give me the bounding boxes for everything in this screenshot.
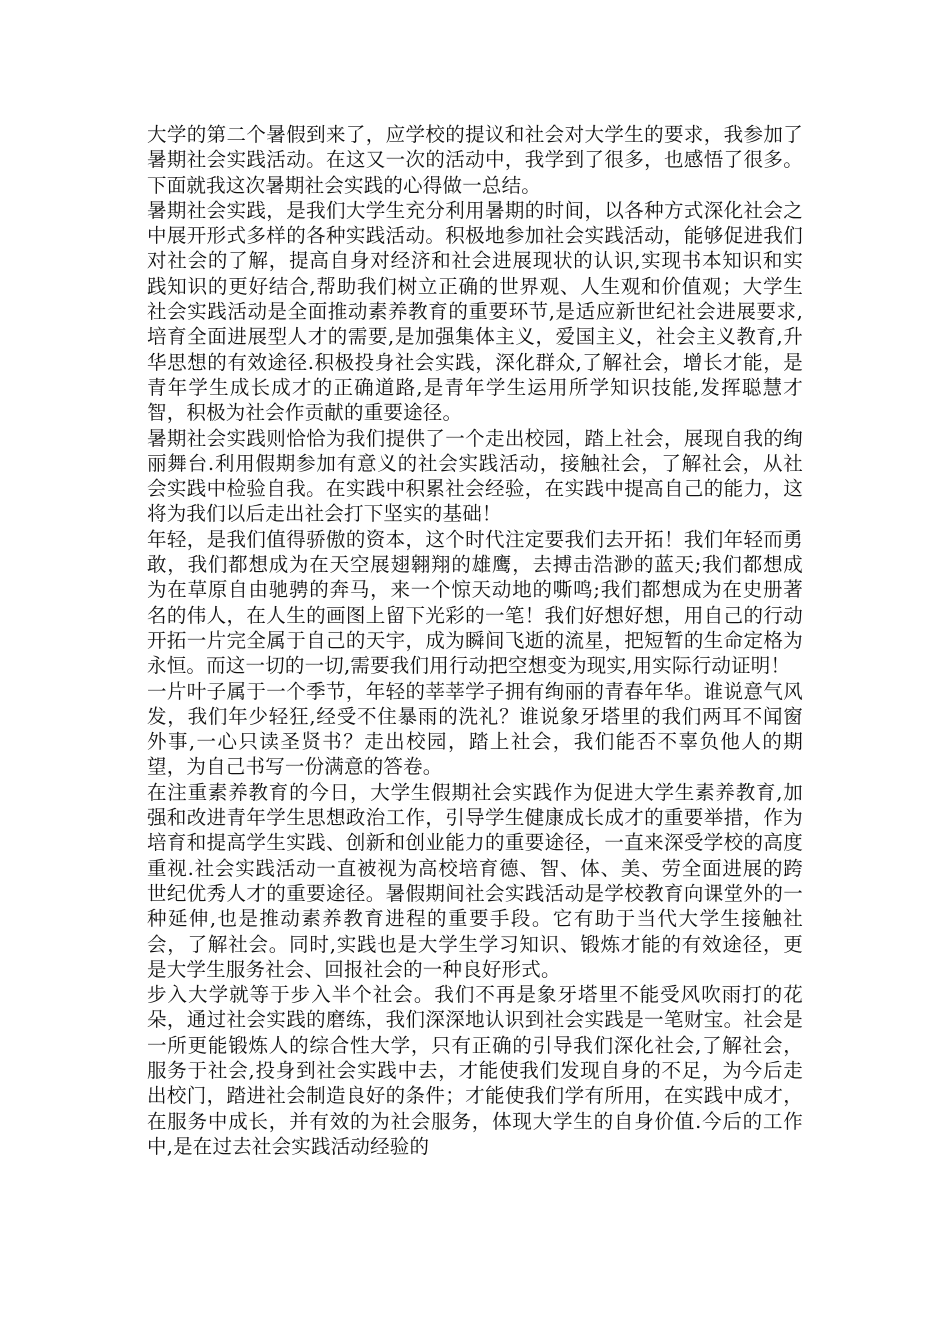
document-body [147, 122, 803, 1159]
paragraph-4: 年轻，是我们值得骄傲的资本，这个时代注定要我们去开拓！我们年轻而勇敢，我们都想成为在天空展翅翱翔的雄鹰，去搏击浩渺的蓝天;我们都想成为在草原自由驰骋的奔马，来一个惊天动地的嘶鸣;我们都想成为在史册著名的伟人，在人生的画图上留下光彩的一笔！我们好想好想，用自己的行动开拓一片完全属于自己的天宇，成为瞬间飞逝的流星，把短暂的生命定格为永恒。而这一切的一切,需要我们用行动把空想变为现实,用实际行动证明！ [147, 527, 803, 678]
paragraph-2: 暑期社会实践，是我们大学生充分利用暑期的时间，以各种方式深化社会之中展开形式多样的各种实践活动。积极地参加社会实践活动，能够促进我们对社会的了解，提高自身对经济和社会进展现状的认识,实现书本知识和实践知识的更好结合,帮助我们树立正确的世界观、人生观和价值观；大学生社会实践活动是全面推动素养教育的重要环节,是适应新世纪社会进展要求,培育全面进展型人才的需要,是加强集体主义，爱国主义，社会主义教育,升华思想的有效途径.积极投身社会实践，深化群众,了解社会，增长才能，是青年学生成长成才的正确道路,是青年学生运用所学知识技能,发挥聪慧才智，积极为社会作贡献的重要途径。 [147, 198, 803, 425]
paragraph-1: 大学的第二个暑假到来了，应学校的提议和社会对大学生的要求，我参加了暑期社会实践活动。在这又一次的活动中，我学到了很多，也感悟了很多。下面就我这次暑期社会实践的心得做一总结。 [147, 123, 803, 197]
paragraph-6: 在注重素养教育的今日，大学生假期社会实践作为促进大学生素养教育,加强和改进青年学生思想政治工作，引导学生健康成长成才的重要举措，作为培育和提高学生实践、创新和创业能力的重要途径，一直来深受学校的高度重视.社会实践活动一直被视为高校培育德、智、体、美、劳全面进展的跨世纪优秀人才的重要途径。暑假期间社会实践活动是学校教育向课堂外的一种延伸,也是推动素养教育进程的重要手段。它有助于当代大学生接触社会，了解社会。同时,实践也是大学生学习知识、锻炼才能的有效途径，更是大学生服务社会、回报社会的一种良好形式。 [147, 780, 803, 981]
paragraph-7: 步入大学就等于步入半个社会。我们不再是象牙塔里不能受风吹雨打的花朵，通过社会实践的磨练，我们深深地认识到社会实践是一笔财宝。社会是一所更能锻炼人的综合性大学，只有正确的引导我们深化社会,了解社会，服务于社会,投身到社会实践中去，才能使我们发现自身的不足，为今后走出校门，踏进社会制造良好的条件；才能使我们学有所用，在实践中成才，在服务中成长，并有效的为社会服务，体现大学生的自身价值.今后的工作中,是在过去社会实践活动经验的 [147, 983, 803, 1158]
paragraph-3: 暑期社会实践则恰恰为我们提供了一个走出校园，踏上社会，展现自我的绚丽舞台.利用假期参加有意义的社会实践活动，接触社会，了解社会，从社会实践中检验自我。在实践中积累社会经验，在实践中提高自己的能力，这将为我们以后走出社会打下坚实的基础！ [147, 426, 803, 526]
paragraph-5: 一片叶子属于一个季节，年轻的莘莘学子拥有绚丽的青春年华。谁说意气风发，我们年少轻狂,经受不住暴雨的洗礼？谁说象牙塔里的我们两耳不闻窗外事,一心只读圣贤书？走出校园，踏上社会，我们能否不辜负他人的期望，为自己书写一份满意的答卷。 [147, 679, 803, 779]
